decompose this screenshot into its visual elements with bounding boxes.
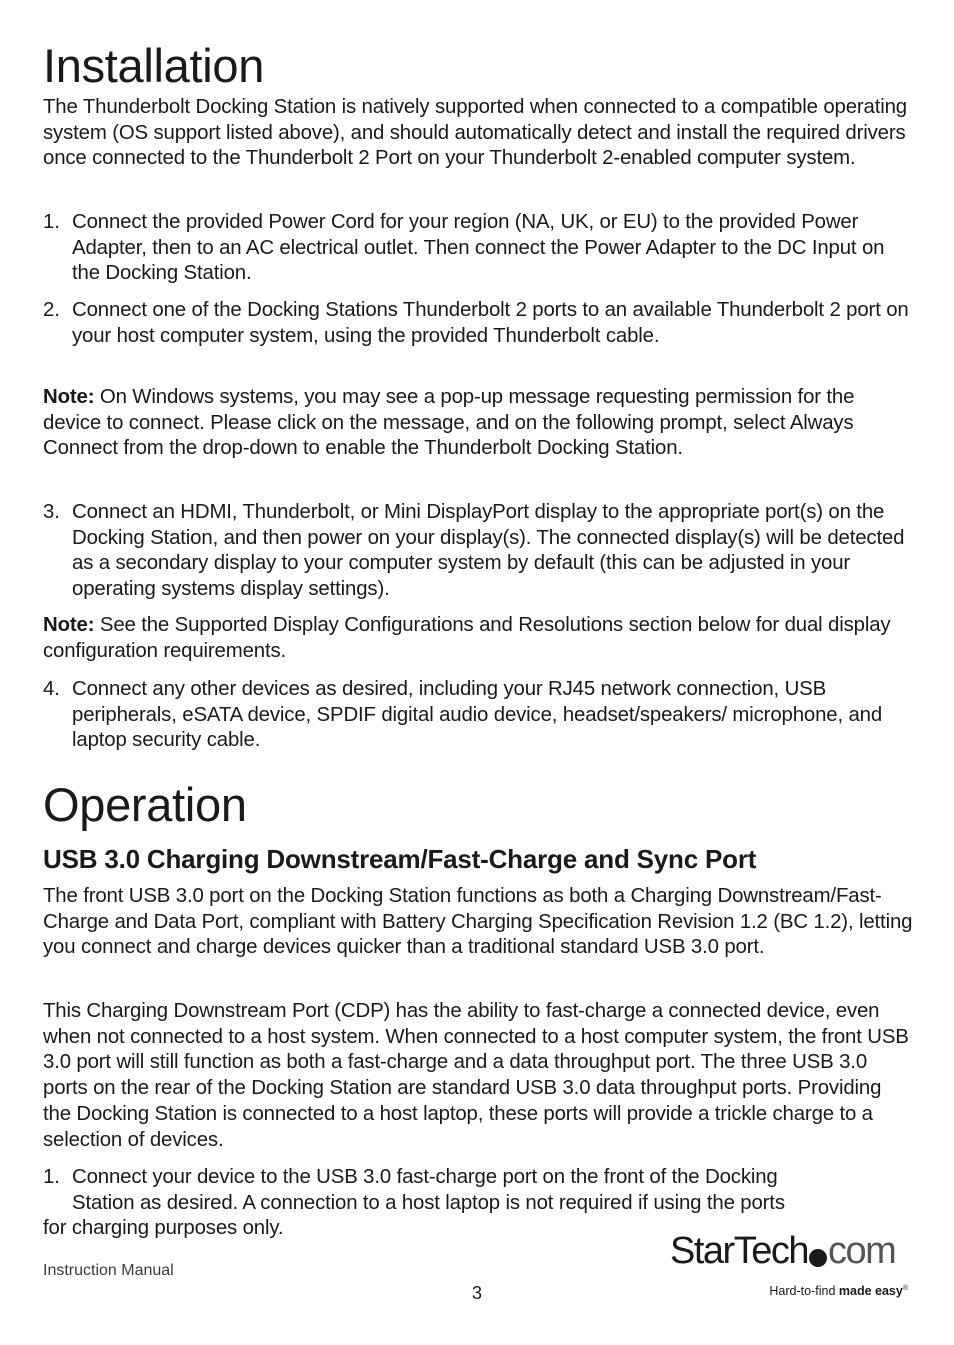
- note-label: Note:: [43, 614, 95, 636]
- step-text-line-3: for charging purposes only.: [43, 1217, 284, 1240]
- note-text: See the Supported Display Configurations and Resolutions section below for dual display configuration requirements.: [43, 614, 891, 662]
- installation-step-3: [43, 500, 913, 603]
- operation-paragraph-1: The front USB 3.0 port on the Docking Station functions as both a Charging Downstream/Fast-Charge and Data Port, compliant with Battery Charging Specification Revision 1.2 (BC 1.2), letting you connect and charge devices quicker than a traditional standard USB 3.0 port.: [43, 885, 913, 959]
- step-text-line-1: Connect your device to the USB 3.0 fast-charge port on the front of the Docking: [72, 1166, 778, 1188]
- step-text: Connect one of the Docking Stations Thunderbolt 2 ports to an available Thunderbolt 2 port on your host computer system, using the provided Thunderbolt cable.: [72, 299, 909, 347]
- step-number: 1.: [43, 211, 60, 233]
- step-number: 4.: [43, 678, 60, 700]
- installation-intro: The Thunderbolt Docking Station is natively supported when connected to a compatible operating system (OS support listed above), and should automatically detect and install the required drivers once connected to the Thunderbolt 2 Port on your Thunderbolt 2-enabled computer system.: [43, 96, 908, 170]
- operation-heading: Operation: [43, 778, 247, 831]
- step-text: Connect an HDMI, Thunderbolt, or Mini DisplayPort display to the appropriate port(s) on the Docking Station, and then power on your display(s). The connected display(s) will be detected as a secondary display to your computer system by default (this can be adjusted in your operating systems display settings).: [72, 501, 905, 601]
- step-number: 1.: [43, 1166, 60, 1188]
- step-text: Connect the provided Power Cord for your region (NA, UK, or EU) to the provided Power Adapter, then to an AC electrical outlet. Then connect the Power Adapter to the DC Input on the Docking Station.: [72, 211, 885, 285]
- step-text: Connect any other devices as desired, including your RJ45 network connection, USB peripherals, eSATA device, SPDIF digital audio device, headset/speakers/ microphone, and laptop security cable.: [72, 678, 883, 752]
- startech-logo: [670, 1232, 910, 1302]
- note-display-configurations: [43, 613, 913, 664]
- installation-step-4: [43, 677, 913, 754]
- note-label: Note:: [43, 386, 95, 408]
- installation-step-1: [43, 210, 913, 287]
- usb-charging-subheading: USB 3.0 Charging Downstream/Fast-Charge and Sync Port: [43, 844, 757, 874]
- note-windows-permission: [43, 385, 913, 462]
- operation-paragraph-2: This Charging Downstream Port (CDP) has the ability to fast-charge a connected device, even when not connected to a host system. When connected to a host computer system, the front USB 3.0 port will still function as both a fast-charge and a data throughput port. The three USB 3.0 ports on the rear of the Docking Station are standard USB 3.0 data throughput ports. Providing the Docking Station is connected to a host laptop, these ports will provide a trickle charge to a selection of devices.: [43, 1000, 909, 1151]
- footer-manual-label: Instruction Manual: [43, 1262, 174, 1279]
- logo-tagline: Hard-to-find made easy®: [769, 1284, 908, 1298]
- installation-step-2: [43, 298, 913, 349]
- logo-dot-icon: [809, 1249, 827, 1267]
- page-number: 3: [472, 1283, 483, 1303]
- logo-wordmark: StarTech com: [670, 1230, 896, 1272]
- step-text-line-2: Station as desired. A connection to a host laptop is not required if using the ports: [72, 1191, 785, 1214]
- step-number: 2.: [43, 299, 60, 321]
- note-text: On Windows systems, you may see a pop-up message requesting permission for the device to connect. Please click on the message, and on the following prompt, select Always Connect from the drop-down to enable the Thunderbolt Docking Station.: [43, 386, 855, 460]
- step-number: 3.: [43, 501, 60, 523]
- installation-heading: Installation: [43, 39, 265, 92]
